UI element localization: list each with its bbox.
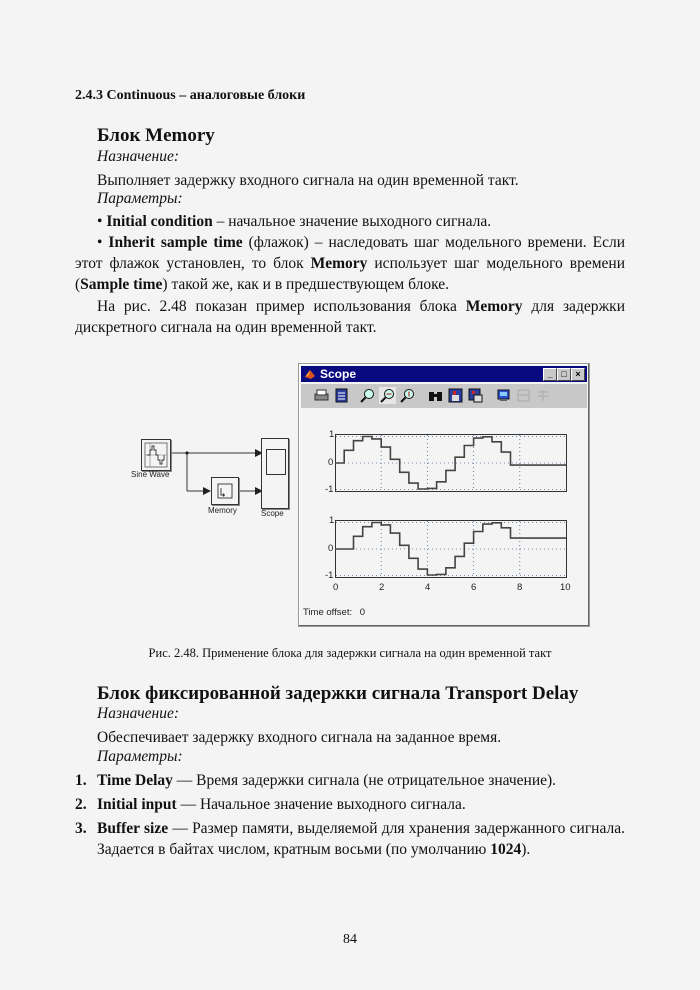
x-tick-10: 10: [560, 582, 571, 593]
param-desc: ) такой же, как и в предшествующем блоке.: [162, 276, 449, 293]
time-offset: [303, 607, 365, 618]
time-offset-value: 0: [359, 607, 366, 618]
default-value: 1024: [490, 841, 522, 858]
text: На рис. 2.48 показан пример использования блока: [97, 298, 466, 315]
print-icon[interactable]: [313, 387, 330, 404]
zoom-in-icon[interactable]: [359, 387, 376, 404]
param-name: Initial input: [97, 796, 177, 813]
restore-axes-icon[interactable]: [467, 387, 484, 404]
x-tick-0: 0: [333, 582, 339, 593]
sine-wave-block[interactable]: [141, 439, 171, 471]
x-tick-8: 8: [517, 582, 523, 593]
bold-memory: Memory: [465, 298, 523, 315]
autoscale-binoculars-icon[interactable]: [427, 387, 444, 404]
scope-window-title: Scope: [320, 367, 357, 381]
x-tick-6: 6: [471, 582, 477, 593]
param-inherit-sample-time: [75, 232, 625, 295]
bullet: •: [97, 234, 103, 251]
close-button[interactable]: ×: [571, 368, 585, 381]
section-title: 2.4.3 Continuous – аналоговые блоки: [75, 88, 306, 103]
memory-params-label: Параметры:: [97, 190, 183, 207]
scope-axis-1[interactable]: [335, 434, 567, 492]
floating-scope-icon[interactable]: [495, 387, 512, 404]
transport-delay-heading: Блок фиксированной задержки сигнала Transport Delay: [97, 683, 579, 704]
param-desc: — Размер памяти, выделяемой для хранения задержанного сигнала. Задается в байтах числом, кратным восьми (по умолчанию: [97, 820, 625, 858]
y-tick-1: 1: [329, 429, 335, 440]
bullet: •: [97, 213, 103, 230]
sine-wave-label: Sine Wave: [131, 470, 170, 479]
memory-block[interactable]: [211, 477, 239, 505]
memory-block-label: Memory: [208, 506, 237, 515]
param-name: Initial condition: [106, 213, 213, 230]
td-purpose-label: Назначение:: [97, 705, 179, 722]
param-desc: — Начальное значение выходного сигнала.: [176, 796, 466, 813]
scope-screen-icon: [266, 449, 286, 475]
bold-sample-time: Sample time: [80, 276, 163, 293]
scope-window: [298, 363, 590, 627]
param-desc: (флажок) – наследовать шаг модельного времени. Если этот флажок установлен, то блок: [75, 234, 626, 272]
scope-plot-area: [301, 410, 587, 624]
param-name: Inherit sample time: [108, 234, 243, 251]
minimize-button[interactable]: _: [543, 368, 557, 381]
page-number: 84: [343, 932, 357, 947]
param-desc: — Время задержки сигнала (не отрицательное значение).: [172, 772, 557, 789]
y-tick-neg1-axis2: -1: [325, 570, 334, 581]
matlab-logo-icon: [304, 368, 316, 380]
memory-icon: [212, 478, 238, 504]
param-initial-condition: [97, 211, 491, 232]
scope-axis-2[interactable]: [335, 520, 567, 578]
td-param-initial-input: [75, 794, 625, 815]
list-number: 3.: [75, 820, 87, 837]
td-params-label: Параметры:: [97, 748, 183, 765]
text: для задержки дискретного сигнала на один временной такт.: [75, 298, 625, 336]
scope-block-label: Scope: [261, 509, 284, 518]
x-tick-4: 4: [425, 582, 431, 593]
signal-selector-icon[interactable]: [535, 387, 552, 404]
param-desc: – начальное значение выходного сигнала.: [212, 213, 492, 230]
y-tick-1-axis2: 1: [329, 515, 335, 526]
param-text: [97, 818, 625, 860]
memory-purpose-text: Выполняет задержку входного сигнала на один временной такт.: [97, 172, 519, 189]
y-tick-0: 0: [328, 457, 334, 468]
y-tick-0-axis2: 0: [328, 543, 334, 554]
memory-purpose-label: Назначение:: [97, 148, 179, 165]
scope-block[interactable]: [261, 438, 289, 509]
param-desc: использует шаг модельного времени (: [75, 255, 625, 293]
td-param-buffer-size: [75, 818, 625, 860]
memory-heading: Блок Memory: [97, 125, 215, 146]
param-name: Buffer size: [97, 820, 169, 837]
y-tick-neg1: -1: [325, 484, 334, 495]
parameters-icon[interactable]: [333, 387, 350, 404]
save-axes-icon[interactable]: [447, 387, 464, 404]
scope-titlebar[interactable]: [301, 366, 587, 382]
scope-toolbar: [301, 384, 587, 408]
param-desc: ).: [521, 841, 531, 858]
zoom-x-icon[interactable]: [379, 387, 396, 404]
time-offset-label: Time offset:: [303, 607, 353, 618]
memory-example-paragraph: [75, 296, 625, 338]
x-tick-2: 2: [379, 582, 385, 593]
zoom-y-icon[interactable]: [399, 387, 416, 404]
maximize-button[interactable]: □: [557, 368, 571, 381]
bold-memory: Memory: [310, 255, 368, 272]
list-number: 1.: [75, 772, 87, 789]
list-number: 2.: [75, 796, 87, 813]
lock-axes-icon[interactable]: [515, 387, 532, 404]
sine-wave-icon: [142, 440, 170, 470]
td-param-time-delay: [75, 770, 625, 791]
param-name: Time Delay: [97, 772, 173, 789]
td-purpose-text: Обеспечивает задержку входного сигнала на заданное время.: [97, 729, 502, 746]
figure-caption: Рис. 2.48. Применение блока для задержки сигнала на один временной такт: [148, 646, 552, 660]
